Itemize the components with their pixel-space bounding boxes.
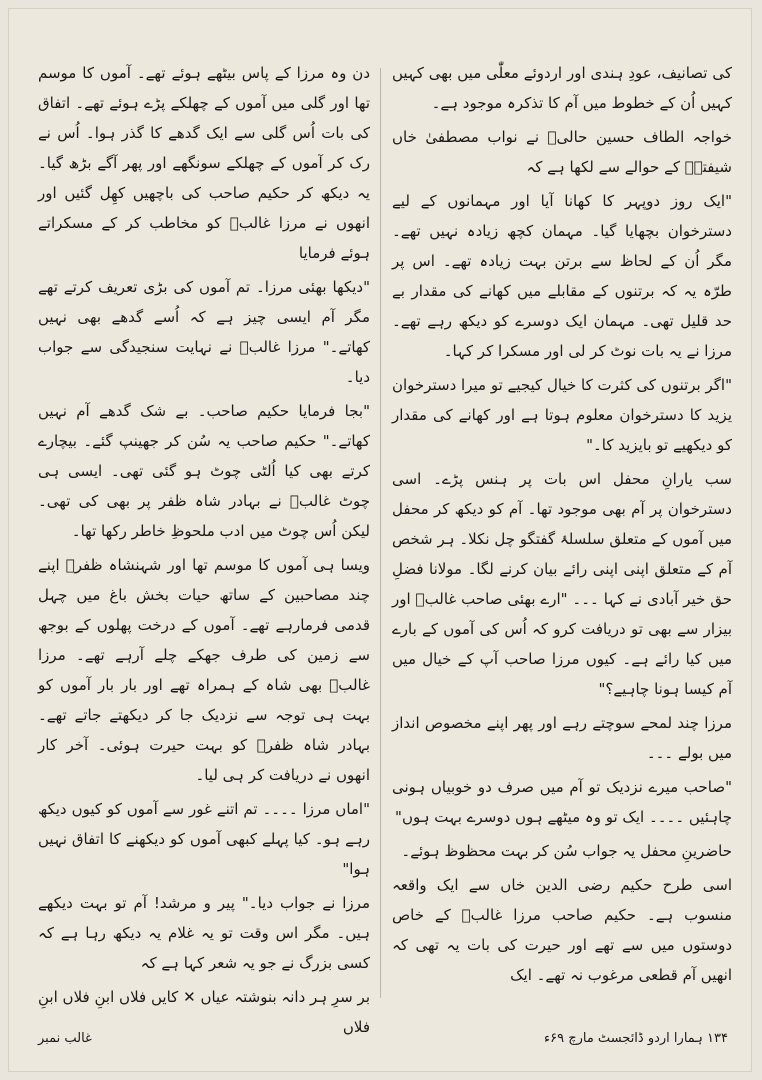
paragraph: ویسا ہی آموں کا موسم تھا اور شہنشاہ ظفرؔ اپنے چند مصاحبین کے ساتھ حیات بخش باغ میں چہل قدمی فرمارہے تھے۔ آموں کے درخت پھلوں کے بوجھ سے زمین کی طرف جھکے چلے آرہے تھے۔ مرزا غالبؔ بھی شاہ کے ہمراہ تھے اور بار بار آموں کو بہت ہی توجہ سے نزدیک جا کر دیکھتے جاتے تھے۔ بہادر شاہ ظفرؔ کو بہت حیرت ہوئی۔ آخر کار انھوں نے دریافت کر ہی لیا۔ bbox=[38, 556, 370, 784]
paragraph: "دیکھا بھئی مرزا۔ تم آموں کی بڑی تعریف کرتے تھے مگر آم ایسی چیز ہے کہ اُسے گدھے بھی نہیں کھاتے۔" مرزا غالبؔ نے نہایت سنجیدگی سے جواب دیا۔ bbox=[38, 278, 370, 386]
section-label: غالب نمبر bbox=[38, 1031, 92, 1046]
magazine-page bbox=[8, 8, 752, 1072]
paragraph: دن وہ مرزا کے پاس بیٹھے ہوئے تھے۔ آموں کا موسم تھا اور گلی میں آموں کے چھلکے پڑے ہوئے تھے۔ اتفاق کی بات اُس گلی سے ایک گدھے کا گذر ہوا۔ اُس نے رک کر آموں کے چھلکے سونگھے اور پھر آگے بڑھ گیا۔ یہ دیکھ کر حکیم صاحب کی باچھیں کھِل گئیں اور انھوں نے مرزا غالبؔ کو مخاطب کر کے مسکراتے ہوئے فرمایا bbox=[38, 64, 370, 262]
paragraph: مرزا نے جواب دیا۔" پیر و مرشد! آم تو بہت دیکھے ہیں۔ مگر اس وقت تو یہ غلام یہ دیکھ رہا ہے کہ کسی بزرگ نے جو یہ شعر کہا ہے کہ bbox=[38, 894, 370, 972]
paragraph: "بجا فرمایا حکیم صاحب۔ بے شک گدھے آم نہیں کھاتے۔" حکیم صاحب یہ سُن کر جھینپ گئے۔ بیچارے کرتے بھی کیا اُلٹی چوٹ ہو گئی تھی۔ ایسی ہی چوٹ غالبؔ نے بہادر شاہ ظفر پر بھی کی تھی۔ لیکن اُس چوٹ میں ادب ملحوظِ خاطر رکھا تھا۔ bbox=[38, 402, 370, 540]
column-divider bbox=[380, 68, 381, 998]
paragraph: "ایک روز دوپہر کا کھانا آیا اور مہمانوں کے لیے دسترخوان بچھایا گیا۔ مہمان کچھ زیادہ نہیں تھے۔ مگر اُن کے لحاظ سے برتن بہت زیادہ تھے۔ اس پر طرّہ یہ کہ برتنوں کے مقابلے میں کھانے کی مقدار بے حد قلیل تھی۔ مہمان ایک دوسرے کو دیکھ رہے تھے۔ مرزا نے یہ بات نوٹ کر لی اور مسکرا کر کہا۔ bbox=[392, 192, 732, 360]
paragraph: حاضرینِ محفل یہ جواب سُن کر بہت محظوظ ہوئے۔ bbox=[401, 842, 732, 860]
paragraph: اسی طرح حکیم رضی الدین خاں سے ایک واقعہ منسوب ہے۔ حکیم صاحب مرزا غالبؔ کے خاص دوستوں میں سے تھے اور حیرت کی بات یہ تھی کہ انھیں آم قطعی مرغوب نہ تھے۔ ایک bbox=[392, 876, 732, 984]
left-column bbox=[38, 58, 370, 1042]
page-footer-info: ۱۳۴ ہمارا اردو ڈائجسٹ مارچ ۶۹ء bbox=[543, 1031, 728, 1046]
paragraph: سب یارانِ محفل اس بات پر ہنس پڑے۔ اسی دسترخوان پر آم بھی موجود تھا۔ آم کو دیکھ کر محفل میں آموں کے متعلق سلسلۂ گفتگو چل نکلا۔ ہر شخص آم کے متعلق اپنی اپنی رائے بیان کرنے لگا۔ مولانا فضلِ حق خیر آبادی نے کہا ۔۔۔ "ارے بھئی صاحب غالبؔ اور بیزار سے بھی تو دریافت کرو کہ اُس کی آموں کے بارے میں کیا رائے ہے۔ کیوں مرزا صاحب آپ کے خیال میں آم کیسا ہونا چاہیے؟" bbox=[392, 470, 732, 698]
paragraph: کی تصانیف، عودِ ہندی اور اردوئے معلّٰی میں بھی کہیں کہیں اُن کے خطوط میں آم کا تذکرہ موجود ہے۔ bbox=[392, 64, 732, 112]
right-column bbox=[392, 58, 732, 990]
paragraph: "صاحب میرے نزدیک تو آم میں صرف دو خوبیاں ہونی چاہئیں ۔۔۔۔ ایک تو وہ میٹھے ہوں دوسرے بہت ہوں" bbox=[392, 778, 732, 826]
paragraph: "اماں مرزا ۔۔۔۔ تم اتنے غور سے آموں کو کیوں دیکھ رہے ہو۔ کیا پہلے کبھی آموں کو دیکھنے کا اتفاق نہیں ہوا" bbox=[38, 800, 370, 878]
paragraph: خواجہ الطاف حسین حالیؔ نے نواب مصطفیٰ خاں شیفتہؔ کے حوالے سے لکھا ہے کہ bbox=[392, 128, 732, 176]
verse: بر سرِ ہر دانہ بنوشتہ عیاں ✕ کایں فلاں ابنِ فلاں ابنِ فلاں bbox=[38, 988, 370, 1036]
paragraph: مرزا چند لمحے سوچتے رہے اور پھر اپنے مخصوص انداز میں بولے ۔۔۔ bbox=[392, 714, 732, 762]
paragraph: "اگر برتنوں کی کثرت کا خیال کیجیے تو میرا دسترخوان یزید کا دسترخوان معلوم ہوتا ہے اور کھانے کی مقدار کو دیکھیے تو بایزید کا۔" bbox=[392, 376, 732, 454]
